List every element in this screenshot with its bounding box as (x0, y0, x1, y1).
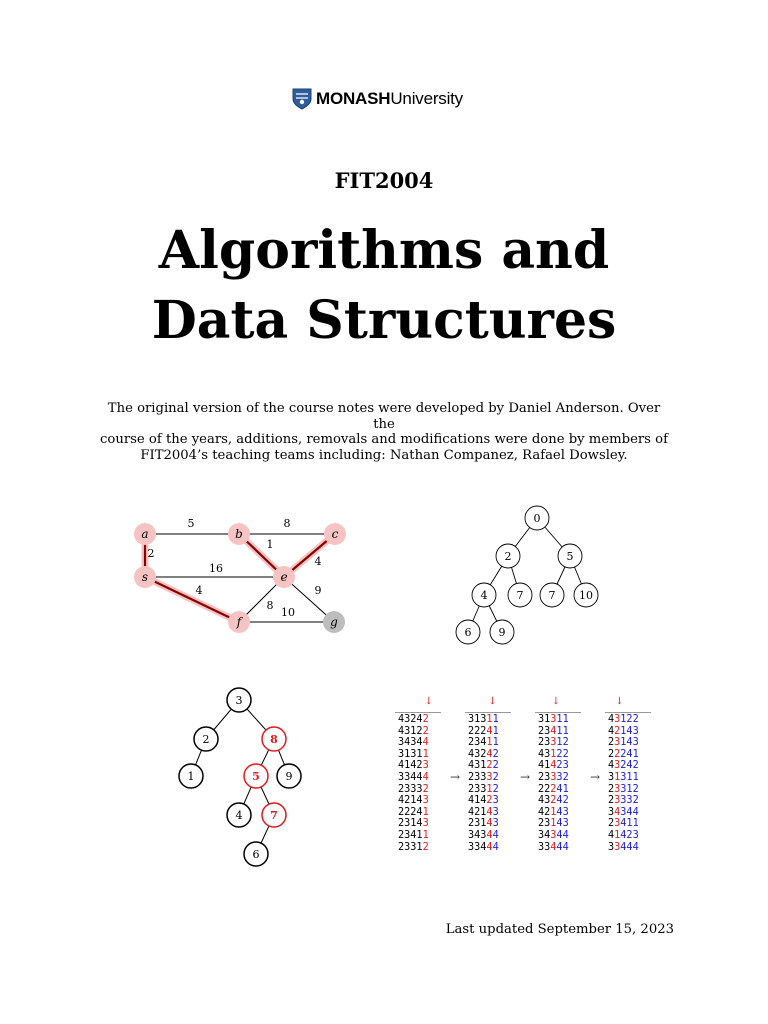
crest-icon (292, 88, 312, 110)
radix-row: 22241 (608, 748, 639, 760)
radix-row: 31311 (538, 714, 569, 725)
radix-row: 34344 (538, 830, 569, 841)
heap-node-label: 4 (480, 589, 488, 602)
radix-row: 42143 (398, 795, 429, 807)
intro-line-3: FIT2004’s teaching teams including: Nathan Companez, Rafael Dowsley. (140, 447, 628, 463)
radix-row: 23332 (468, 772, 499, 783)
transition-arrow-icon: → (450, 770, 461, 784)
digit-marker-icon: ↓ (424, 696, 433, 707)
transition-arrow-icon: → (520, 770, 531, 784)
last-updated: Last updated September 15, 2023 (445, 922, 674, 937)
graph-edge-weight: 8 (283, 517, 291, 530)
heap-node-label: 9 (498, 626, 506, 639)
page-title (0, 216, 768, 356)
radix-row: 42143 (468, 806, 499, 818)
radix-row: 42143 (608, 725, 639, 737)
digit-marker-icon: ↓ (551, 696, 561, 707)
radix-row: 41423 (608, 830, 639, 841)
radix-row: 42143 (538, 806, 569, 818)
bst-node-label: 3 (235, 694, 243, 707)
bst-node-label: 5 (252, 770, 260, 783)
radix-row: 43242 (468, 748, 499, 760)
graph-edge-weight: 9 (314, 584, 322, 597)
radix-row: 23411 (608, 818, 639, 830)
bst-node-label: 7 (270, 809, 278, 822)
radix-row: 34344 (398, 737, 429, 749)
heap-node-label: 5 (566, 550, 574, 563)
column-rule (465, 712, 511, 713)
heap-node-label: 0 (533, 512, 541, 525)
radix-row: 41423 (398, 760, 429, 772)
heap-node-label: 2 (504, 550, 512, 563)
bst-figure (170, 684, 320, 869)
graph-node-label: a (141, 527, 149, 541)
heap-node-label: 6 (464, 626, 472, 639)
radix-row: 43122 (608, 714, 639, 725)
graph-node-label: b (235, 527, 243, 541)
graph-node-label: s (141, 570, 149, 584)
logo-suffix: University (390, 89, 463, 108)
bst-node-label: 8 (270, 733, 278, 746)
graph-edge-weight: 2 (147, 547, 155, 560)
column-rule (395, 712, 441, 713)
radix-row: 23312 (398, 841, 429, 853)
column-rule (535, 712, 581, 713)
logo-wordmark (316, 89, 463, 109)
digit-marker-icon: ↓ (615, 696, 624, 707)
radix-row: 31311 (398, 748, 429, 760)
radix-row: 43242 (538, 795, 569, 807)
graph-edge-weight: 1 (266, 538, 274, 551)
bst-node-label: 4 (235, 809, 243, 822)
graph-node-label: g (330, 615, 338, 629)
graph-edge-weight: 4 (195, 584, 203, 597)
intro-line-2: course of the years, additions, removals and modifications were done by members of (100, 432, 668, 447)
course-code: FIT2004 (334, 168, 434, 193)
radix-row: 43242 (398, 714, 429, 725)
heap-tree-figure (440, 500, 620, 650)
column-rule (605, 712, 651, 713)
radix-row: 23312 (608, 783, 639, 795)
graph-edge-weight: 5 (187, 517, 195, 530)
bst-node-label: 2 (202, 733, 210, 746)
graph-edge-weight: 16 (209, 562, 223, 575)
radix-row: 23143 (468, 818, 499, 830)
graph-node-label: e (280, 570, 288, 584)
radix-row: 41423 (538, 760, 569, 772)
radix-row: 23411 (538, 725, 569, 737)
radix-row: 33444 (468, 841, 499, 853)
radix-row: 23332 (608, 795, 639, 807)
title-line-2: Data Structures (151, 290, 617, 351)
radix-row: 34344 (608, 806, 639, 818)
radix-row: 23143 (398, 818, 429, 830)
intro-line-1: The original version of the course notes were developed by Daniel Anderson. Over the (107, 401, 661, 432)
radix-sort-figure (398, 696, 668, 860)
weighted-graph-figure (120, 505, 360, 640)
radix-row: 23332 (398, 783, 429, 795)
radix-row: 31311 (468, 714, 499, 725)
radix-row: 41423 (468, 795, 499, 807)
radix-row: 34344 (468, 830, 499, 841)
transition-arrow-icon: → (590, 770, 601, 784)
radix-row: 22241 (468, 725, 499, 737)
radix-row: 23143 (608, 737, 639, 749)
digit-marker-icon: ↓ (488, 696, 497, 707)
radix-row: 33444 (538, 841, 569, 853)
radix-row: 22241 (398, 806, 429, 818)
radix-row: 31311 (608, 772, 639, 783)
radix-row: 43122 (538, 748, 569, 760)
heap-node-label: 7 (516, 589, 524, 602)
graph-edge-sf (145, 577, 239, 622)
bst-node-label: 9 (285, 770, 293, 783)
radix-row: 23332 (538, 772, 569, 783)
monash-logo (292, 88, 463, 110)
bst-node-label: 1 (187, 770, 195, 783)
radix-row: 23411 (468, 737, 499, 749)
graph-edge-weight: 4 (314, 555, 322, 568)
graph-node-label: f (236, 615, 242, 629)
radix-row: 23143 (538, 818, 569, 830)
graph-edge-weight: 8 (266, 599, 274, 612)
radix-row: 23312 (468, 783, 499, 795)
radix-row: 33444 (398, 772, 429, 783)
logo-brand: MONASH (316, 89, 391, 108)
radix-row: 43242 (608, 760, 639, 772)
heap-node-label: 7 (548, 589, 556, 602)
radix-row: 43122 (398, 725, 429, 737)
graph-edge-weight: 10 (281, 606, 295, 619)
intro-paragraph (100, 401, 668, 463)
radix-row: 23312 (538, 737, 569, 749)
radix-row: 22241 (538, 783, 569, 795)
radix-row: 43122 (468, 760, 499, 772)
title-line-1: Algorithms and (158, 220, 610, 281)
graph-node-label: c (331, 527, 339, 541)
bst-node-label: 6 (252, 848, 260, 861)
radix-row: 33444 (608, 841, 639, 853)
radix-row: 23411 (398, 830, 429, 841)
heap-node-label: 10 (579, 589, 593, 602)
